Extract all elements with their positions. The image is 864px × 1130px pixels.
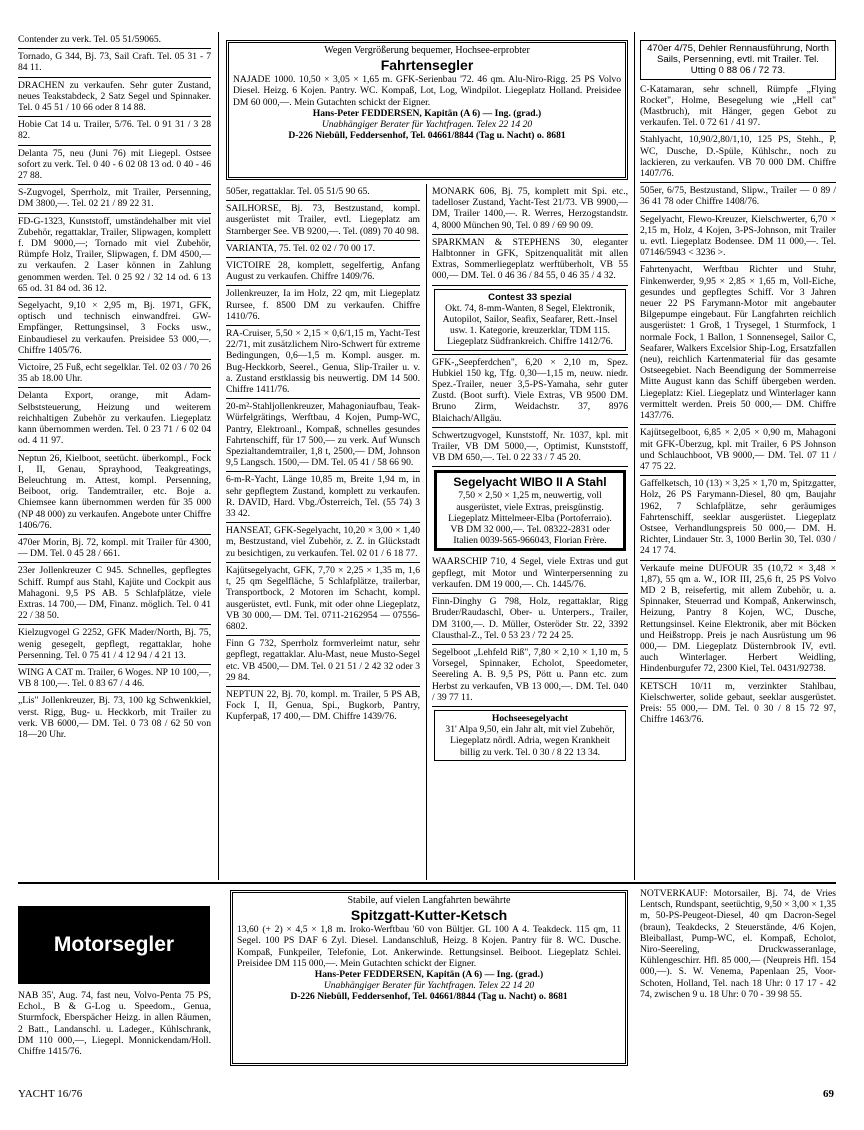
classified-ad: Delanta Export, orange, mit Adam-Selbststeuerung, Heizung und weiterem reichhaltigen Zubehör zu verkaufen. Liegeplatz kann übernommen werden. Tel. 0 23 71 / 6 02 04 od. 4 11 97.: [18, 388, 211, 450]
classified-ad: 6-m-R-Yacht, Länge 10,85 m, Breite 1,94 m, in sehr gepflegtem Zustand, komplett zu verkaufen. R. DAVID, Hard. Vbg./Österreich, Tel. (55 74) 3 33 42.: [226, 472, 420, 523]
classified-ad: KETSCH 10/11 m, verzinkter Stahlbau, Kielschwerter, solide gebaut, seeklar ausgerüstet. Preis: 55 000,— DM. Tel. 0 30 / 8 15 72 97, Chiffre 1463/76.: [640, 680, 836, 726]
classified-ad: Jollenkreuzer, Ia im Holz, 22 qm, mit Liegeplatz Rursee, f. 8500 DM zu verkaufen. Chiffre 1410/76.: [226, 286, 420, 326]
classified-ad: Victoire, 25 Fuß, echt segelklar. Tel. 02 03 / 70 26 35 ab 18.00 Uhr.: [18, 360, 211, 388]
box-contact-name: Hans-Peter FEDDERSEN, Kapitän (A 6) — Ing. (grad.): [314, 969, 544, 981]
classified-ad: MONARK 606, Bj. 75, komplett mit Spi. etc., tadelloser Zustand, Yacht-Test 21/73. VB 9900,— DM, Trailer 1400,—. R. Werres, Herzogstandstr. 4, 8000 München 90, Tel. 0 89 / 69 90 09.: [432, 184, 628, 235]
section-heading-motorsegler: Motorsegler: [18, 906, 210, 984]
box-text: 7,50 × 2,50 × 1,25 m, neuwertig, voll ausgerüstet, viele Extras, preisgünstig. Liegeplatz Mittelmeer-Elba (Portoferraio). VB DM 32 000,—. Tel. 08322-2831 oder Italien 0039-565-966043, Florian Frère.: [448, 490, 612, 547]
classified-ad: DRACHEN zu verkaufen. Sehr guter Zustand, neues Teakstabdeck, 2 Satz Segel und Spinnaker. Tel. 0 45 51 / 10 66 oder 8 14 88.: [18, 78, 211, 118]
classified-ad: C-Katamaran, sehr schnell, Rümpfe „Flying Rocket", Holme, Besegelung wie „Hell cat" (Mastbruch), mit Hänger, gegen Gebot zu verkaufen. Tel. 0 72 61 / 41 97.: [640, 82, 836, 133]
classified-ad: Tornado, G 344, Bj. 73, Sail Craft. Tel. 05 31 - 7 84 11.: [18, 49, 211, 77]
classified-ad: Contender zu verk. Tel. 05 51/59065.: [18, 32, 211, 49]
box-heading: Contest 33 spezial: [488, 291, 572, 303]
column-1: [18, 32, 211, 743]
classified-ad: Stahlyacht, 10,90/2,80/1,10, 125 PS, Stehh., P, WC, Dusche, D.-Spüle, Kühlschr., noch zu lackieren, zu verkaufen. VB 70 000 DM. Chiffre 1407/76.: [640, 132, 836, 183]
classified-ad: Gaffelketsch, 10 (13) × 3,25 × 1,70 m, Spitzgatter, Holz, 26 PS Farymann-Diesel, 80 qm, Baujahr 1962, 7 Schlafplätze, sehr geräumiges Fahrtenschiff, seeklar ausgerüstet. Liegeplatz Ostsee, Verhandlungspreis 50 000,— DM. H. Richter, Lindauer Str. 3, 1000 Berlin 30, Tel. 030 / 24 17 74.: [640, 476, 836, 560]
box-contact-address: D-226 Niebüll, Feddersenhof, Tel. 04661/8844 (Tag u. Nacht) o. 8681: [288, 130, 566, 142]
box-heading: Hochseesegelyacht: [491, 712, 569, 724]
classified-ad: VARIANTA, 75. Tel. 02 02 / 70 00 17.: [226, 241, 420, 258]
column-divider: [634, 32, 635, 880]
box-body: NAJADE 1000. 10,50 × 3,05 × 1,65 m. GFK-Serienbau '72. 46 qm. Alu-Niro-Rigg. 25 PS Volvo Diesel. Heizg. 6 Kojen. Pantry. WC. Kompaß, Lot, Log, Windpilot. Liegeplatz Holland. Preisidee DM 60 000,—. Mein Gutachten schickt der Eigner.: [233, 74, 621, 108]
box-title: Spitzgatt-Kutter-Ketsch: [350, 907, 508, 924]
box-intro: Wegen Vergrößerung bequemer, Hochsee-erprobter: [324, 45, 530, 56]
classified-ad: SAILHORSE, Bj. 73, Bestzustand, kompl. ausgerüstet mit Trailer, evtl. Liegeplatz am Starnberger See. VB 9200,—. Tel. (089) 70 40 98.: [226, 201, 420, 241]
ad-box-wibo: [434, 470, 626, 551]
ad-box-hochsee: [434, 710, 626, 761]
classified-ad: Delanta 75, neu (Juni 76) mit Liegepl. Ostsee sofort zu verk. Tel. 0 40 - 6 02 08 13 od. 0 40 - 46 27 88.: [18, 146, 211, 186]
classified-ad: WING A CAT m. Trailer, 6 Woges. NP 10 100,—, VB 8 100,—. Tel. 0 83 67 / 4 46.: [18, 665, 211, 693]
box-contact-address: D-226 Niebüll, Feddersenhof, Tel. 04661/8844 (Tag u. Nacht) o. 8681: [290, 991, 568, 1003]
classified-ad: Kajütsegelyacht, GFK, 7,70 × 2,25 × 1,35 m, 1,6 t, 25 qm Segelfläche, 5 Schlafplätze, trailerbar, Transportbock, 2 Motoren im Schacht, kompl. ausgerüstet, evtl. Funk, mit oder ohne Liegeplatz, VB 30 000,— DM. Tel. 0711-2162954 — 07556-6802.: [226, 563, 420, 636]
classified-ad: WAARSCHIP 710, 4 Segel, viele Extras und gut gepflegt, mit Motor und Winterpersenning zu verkaufen. DM 19 000,—. Ch. 1445/76.: [432, 554, 628, 594]
classified-ad: 505er, 6/75, Bestzustand, Slipw., Trailer — 0 89 / 36 41 78 oder Chiffre 1408/76.: [640, 183, 836, 211]
column-1-bottom: [18, 990, 211, 1057]
box-body: 13,60 (+ 2) × 4,5 × 1,8 m. Iroko-Werftbau '60 von Bültjer. GL 100 A 4. Teakdeck. 115 qm, 11 Segel. 100 PS DAF 6 Zyl. Diesel. Landanschluß, Heizg. 8 Kojen. Pantry für 8. WC. Dusche. Kompaß, Funkpeiler, Telefonie, Lot. Ankerwinde. Rettungsinsel. Beiboot. Liegeplatz Schlei. Preisidee DM 115 000,—. Mein Gutachten schickt der Eigner.: [237, 924, 621, 969]
classified-ad: S-Zugvogel, Sperrholz, mit Trailer, Persenning, DM 3800,—. Tel. 02 21 / 89 22 31.: [18, 185, 211, 213]
section-rule: [18, 882, 836, 884]
footer-magazine: YACHT 16/76: [18, 1088, 83, 1100]
classified-ad: VICTOIRE 28, komplett, segelfertig, Anfang August zu verkaufen. Chiffre 1409/76.: [226, 258, 420, 286]
box-contact-role: Unabhängiger Berater für Yachtfragen. Telex 22 14 20: [323, 980, 535, 992]
ad-box-spitzgatt: [230, 890, 628, 1066]
column-4: [640, 40, 836, 728]
column-divider: [218, 32, 219, 880]
classified-ad: Finn-Dinghy G 798, Holz, regattaklar, Rigg Bruder/Raudaschl, Ober- u. Unterpers., Trailer, DM 3100,—. D. Müller, Osteröder Str. 22, 3392 Clausthal-Z., Tel. 0 53 23 / 72 24 25.: [432, 594, 628, 645]
box-intro: Stabile, auf vielen Langfahrten bewährte: [347, 895, 511, 906]
classified-ad: 470er Morin, Bj. 72, kompl. mit Trailer für 4300,— DM. Tel. 0 45 28 / 661.: [18, 535, 211, 563]
classified-ad: GFK-„Seepferdchen", 6,20 × 2,10 m, Spez. Hubkiel 150 kg, Tfg. 0,30—1,15 m, neuw. niedr. Spez.-Trailer, neuer 3,5-PS-Yamaha, sehr guter Zustd. (Boot surft). Viele Extras, VB 9500 DM. Bruno Zirm, Weidachstr. 37, 8976 Blaichach/Allgäu.: [432, 354, 628, 428]
box-contact-role: Unabhängiger Berater für Yachtfragen. Telex 22 14 20: [321, 119, 533, 131]
box-contact-name: Hans-Peter FEDDERSEN, Kapitän (A 6) — Ing. (grad.): [312, 107, 542, 119]
classified-ad: NOTVERKAUF: Motorsailer, Bj. 74, de Vries Lentsch, Rundspant, seetüchtig, 9,50 × 3,00 × 1,35 m, 50-PS-Peugeot-Diesel, 40 qm Dacron-Segel (braun), Teakdecks, 2 Steuerstände, 4/6 Kojen, Bleiballast, Pump-WC, el. Kompaß, Echolot, Niro-Seereling, Druckwasseranlage, Kühlengeschirr. Hfl. 85 000,— (Neupreis Hfl. 154 000,—). S. W. Venema, Papenlaan 25, Voor-Schoten, Holland, Tel. nach 18 Uhr: 0 17 17 - 42 74, zwischen 9 u. 18 Uhr: 0 70 - 39 98 55.: [640, 888, 836, 1000]
column-divider: [426, 184, 427, 880]
classified-ad: Neptun 26, Kielboot, seetücht. überkompl., Fock I, II, Genau, Sprayhood, Teakgreatings, Beleuchtung m. Attest, kompl. Persenning, Beiboot, orig. Tandemtrailer, etc. Boje a. Chiemsee kann übernommen werden für 35 000 (NP 48 000) zu verkaufen. Angebote unter Chiffre 1406/76.: [18, 451, 211, 535]
classified-ad: Hobie Cat 14 u. Trailer, 5/76. Tel. 0 91 31 / 3 28 82.: [18, 117, 211, 145]
classified-ad: 23er Jollenkreuzer C 945. Schnelles, gepflegtes Schiff. Rumpf aus Stahl, Kajüte und Cockpit aus Mahagoni. 9,5 PS AB. 5 Schlafplätze, viele Extras. 14 700,— DM, Finanz. möglich. Tel. 0 41 22 / 38 50.: [18, 563, 211, 625]
column-2: [226, 184, 420, 726]
classified-ad: 505er, regattaklar. Tel. 05 51/5 90 65.: [226, 184, 420, 201]
box-title: Fahrtensegler: [380, 57, 474, 74]
box-heading: Segelyacht WIBO II A Stahl: [453, 475, 607, 490]
column-4-bottom: [640, 888, 836, 1000]
ad-box-fahrtensegler: [226, 40, 628, 180]
page-number: 69: [823, 1088, 834, 1100]
classified-ad: „Lis" Jollenkreuzer, Bj. 73, 100 kg Schwenkkiel, verst. Rigg, Bug- u. Heckkorb, mit Trailer zu verk. VB 6000,— DM. Tel. 0 73 08 / 62 50 von 18—20 Uhr.: [18, 695, 211, 740]
column-3: [432, 184, 628, 764]
classified-ad: Schwertzugvogel, Kunststoff, Nr. 1037, kpl. mit Trailer, VB DM 5000,—, Optimist, Kunststoff, VB DM 650,—. Tel. 0 22 33 / 7 45 20.: [432, 428, 628, 468]
classified-ad: 20-m²-Stahljollenkreuzer, Mahagoniaufbau, Teak-Würfelgrätings, Werftbau, 4 Kojen, Pump-WC, Pantry, Elektroanl., Kompaß, schnelles gesundes Fahrtenschiff, für 17 500,— zu verk. Auf Wunsch Spezialtandemtrailer, 1,8 t, 2500,— DM, Johnson 9,5 Langsch. 1500,— DM. Tel. 05 41 / 58 66 90.: [226, 399, 420, 472]
classified-ad: Segelyacht, 9,10 × 2,95 m, Bj. 1971, GFK, optisch und technisch einwandfrei. GW-Empfänger, Rettungsinsel, 3 Focks usw., Einbaudiesel zu verkaufen. Preisidee 53 000,—. Chiffre 1405/76.: [18, 298, 211, 360]
classified-ad: SPARKMAN & STEPHENS 30, eleganter Halbtonner in GFK, Spitzenqualität mit allen Extras, Sommerliegeplatz werftüberholt, VB 55 000,— DM. Tel. 0 46 36 / 84 55, 0 46 35 / 4 32.: [432, 235, 628, 286]
classified-ad: Segelyacht, Flewo-Kreuzer, Kielschwerter, 6,70 × 2,15 m, Holz, 4 Kojen, 3-PS-Johnson, mit Trailer u. evtl. Liegeplatz Bodensee. DM 11 000,—. Tel. 07146/5943 < 3236 >.: [640, 212, 836, 263]
classified-ad: FD-G-1323, Kunststoff, umständehalber mit viel Zubehör, regattaklar, Trailer, Slipwagen, komplett f. DM 9000,—; Tornado mit viel Zubehör, Rümpfe Holz, Trailer, Slipwagen, f. DM 4500,— zu verkaufen. 2 Laser können in Zahlung genommen werden. Tel. 0 25 92 / 32 14 od. 6 13 65 od. 31 84 od. 36 12.: [18, 214, 211, 298]
classified-ad: Fahrtenyacht, Werftbau Richter und Stuhr, Finkenwerder, 9,95 × 2,85 × 1,65 m, Voll-Eiche, gesundes und gepflegtes Schiff. Vor 3 Jahren neuer 22 PS Farymann-Motor mit angebauter Bilgepumpe eingebaut. Für Langfahrten reichlich ausgerüstet: 1 Groß, 1 Trysegel, 1 Sturmfock, 1 normale Fock, 1 Ballon, 1 Sonnensegel, Sailor C, Seafarer, Walkers Excelsior Ship-Log, Ersatzfallen (neu), reichlich Kartenmaterial für das gesamte Ostseegebiet. Nach Beendigung der Sommerreise Mitte August kann das Schiff übergeben werden. Liegeplatz: Kiel. Liegeplatz und Winterlager kann vermittelt werden. Preis 50 000,— DM. Chiffre 1437/76.: [640, 262, 836, 425]
classified-ad: RA-Cruiser, 5,50 × 2,15 × 0,6/1,15 m, Yacht-Test 22/71, mit zusätzlichem Niro-Schwert für extreme Bedingungen, 0,6—1,5 m. Kompl. ausger. m. Bug-Heckkorb, Seerel., Genua, Slip-Trailer u. v. a. Zustand erstklassig bis neuwertig. DM 14 500. Chiffre 1411/76.: [226, 326, 420, 399]
box-text: 31' Alpa 9,50, ein Jahr alt, mit viel Zubehör, Liegeplatz nördl. Adria, wegen Krankheit billig zu verk. Tel. 0 30 / 8 22 13 34.: [445, 724, 615, 758]
box-text: Okt. 74, 8-mm-Wanten, 8 Segel, Elektronik, Autopilot, Sailor, Seafix, Seafarer, Rett.-Insel usw. 1. Kategorie, kreuzerklar, TDM 115. Liegeplatz Südfrankreich. Chiffre 1412/76.: [442, 302, 618, 348]
classified-ad: Kielzugvogel G 2252, GFK Mader/North, Bj. 75, wenig gesegelt, gepflegt, regattaklar, hohe Persenning. Tel. 0 75 41 / 4 12 94 / 4 21 13.: [18, 625, 211, 665]
ad-box-470er: 470er 4/75, Dehler Rennausführung, North Sails, Persenning, evtl. mit Trailer. Tel. Utting 0 88 06 / 72 73.: [640, 40, 836, 80]
ad-box-contest: [434, 289, 626, 351]
classified-ad: NAB 35', Aug. 74, fast neu, Volvo-Penta 75 PS, Echol., B & G-Log u. Speedom., Genua, Sturmfock, Eberspächer Heizg. in allen Räumen, 2 Batt., Landanschl. u. Ladeger., Kühlschrank, DM 110 000,—, Liegepl. Monnickendam/Holl. Chiffre 1415/76.: [18, 990, 211, 1058]
classified-ad: Finn G 732, Sperrholz formverleimt natur, sehr gepflegt, regattaklar. Alu-Mast, neue Musto-Segel etc. VB 4500,— DM. Tel. 0 21 51 / 2 42 32 oder 3 29 84.: [226, 636, 420, 687]
classified-ad: NEPTUN 22, Bj. 70, kompl. m. Trailer, 5 PS AB, Fock I, II, Genua, Spi., Bugkorb, Pantry, Kupferpaß, 17 400,— DM. Chiffre 1439/76.: [226, 688, 420, 723]
classified-ad: Segelboot „Lehfeld Riß", 7,80 × 2,10 × 1,10 m, 5 Vorsegel, Spinnaker, Echolot, Speedometer, Seereling A. B. 9,5 PS, Pött u. Pann etc. zum Herbst zu verkaufen, VB 13 000,—. DM. Tel. 040 / 39 77 11.: [432, 645, 628, 707]
classified-ad: HANSEAT, GFK-Segelyacht, 10,20 × 3,00 × 1,40 m, Bestzustand, viel Zubehör, z. Z. in Glückstadt zu besichtigen, zu verkaufen. Tel. 02 01 / 6 18 77.: [226, 523, 420, 563]
classified-ad: Verkaufe meine DUFOUR 35 (10,72 × 3,48 × 1,87), 55 qm a. W., IOR III, 25,6 ft, 25 PS Volvo MD 2 B, reisefertig, mit allem Zubehör, u. a. Spinnaker, Steuerrad und Kompaß, Ankerwinsch, Heizung, Pantry 8 Kojen, WC, Dusche, Rettungsinsel. Keine Elektronik, aber mit Böcken und Heißstropp. Preis je nach Ausrüstung um 96 000,— DM. Liegeplatz Düsternbrook IV, evtl. auch Winterlager. Herbert Weidling, Hindenburgufer 72, 2300 Kiel, Tel. 0431/92738.: [640, 561, 836, 679]
classified-ad: Kajütsegelboot, 6,85 × 2,05 × 0,90 m, Mahagoni mit GFK-Überzug, kpl. mit Trailer, 6 PS Johnson und Schlauchboot, VB 9000,— DM. Tel. 07 11 / 47 75 22.: [640, 425, 836, 476]
